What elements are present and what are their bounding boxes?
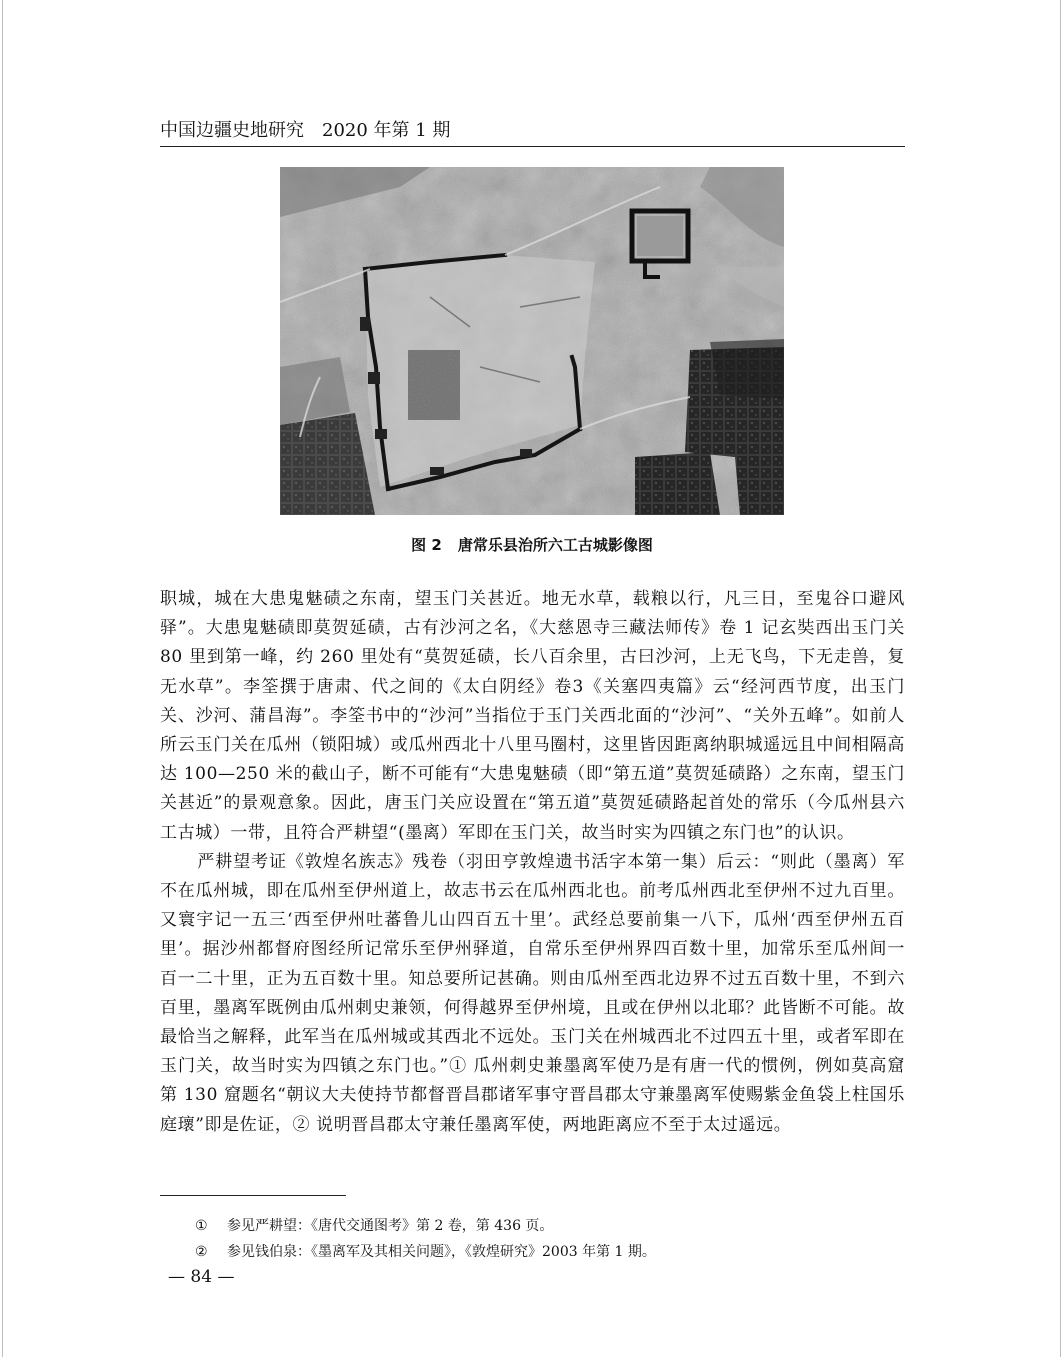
running-head: 中国边疆史地研究 2020 年第 1 期 (160, 120, 451, 141)
figure-number: 图 2 (411, 536, 442, 554)
page-number: — 84 — (168, 1267, 235, 1287)
footnotes (195, 1213, 895, 1265)
header-rule (160, 146, 905, 147)
aerial-photo (280, 167, 784, 515)
body-text (160, 585, 905, 1140)
figure-caption (280, 534, 784, 555)
footnote-mark: ② (195, 1244, 208, 1260)
footnote-text: 参见严耕望：《唐代交通图考》第 2 卷，第 436 页。 (227, 1218, 554, 1234)
page-border-left (2, 0, 3, 1357)
footnote-rule (160, 1195, 346, 1196)
paragraph-2: 严耕望考证《敦煌名族志》残卷（羽田亨敦煌遗书活字本第一集）后云：“则此（墨离）军不在瓜州城，即在瓜州至伊州道上，故志书云在瓜州西北也。前考瓜州西北至伊州不过九百里。又寰宇记一五三‘西至伊州吐蕃鲁儿山四百五十里’。武经总要前集一八下，瓜州‘西至伊州五百里’。据沙州都督府图经所记常乐至伊州驿道，自常乐至伊州界四百数十里，加常乐至瓜州间一百一二十里，正为五百数十里。知总要所记甚确。则由瓜州至西北边界不过五百数十里，不到六百里，墨离军既例由瓜州刺史兼领，何得越界至伊州境，且或在伊州以北耶？此皆断不可能。故最恰当之解释，此军当在瓜州城或其西北不远处。玉门关在州城西北不过四五十里，或者军即在玉门关，故当时实为四镇之东门也。”① 瓜州刺史兼墨离军使乃是有唐一代的惯例，例如莫高窟第 130 窟题名“朝议大夫使持节都督晋昌郡诸军事守晋昌郡太守兼墨离军使赐紫金鱼袋上柱国乐庭瓌”即是佐证，② 说明晋昌郡太守兼任墨离军使，两地距离应不至于太过遥远。 (160, 851, 905, 1135)
footnote-1 (195, 1213, 895, 1239)
paragraph-1: 职城，城在大患鬼魅碛之东南，望玉门关甚近。地无水草，载粮以行，凡三日，至鬼谷口避风驿”。大患鬼魅碛即莫贺延碛，古有沙河之名，《大慈恩寺三藏法师传》卷 1 记玄奘西出玉门关 80 里到第一峰，约 260 里处有“莫贺延碛，长八百余里，古曰沙河，上无飞鸟，下无走兽，复无水草”。李筌撰于唐肃、代之间的《太白阴经》卷3《关塞四夷篇》云“经河西节度，出玉门关、沙河、蒲昌海”。李筌书中的“沙河”当指位于玉门关西北面的“沙河”、“关外五峰”。如前人所云玉门关在瓜州（锁阳城）或瓜州西北十八里马圈村，这里皆因距离纳职城遥远且中间相隔高达 100—250 米的截山子，断不可能有“大患鬼魅碛（即“第五道”莫贺延碛路）之东南，望玉门关甚近”的景观意象。因此，唐玉门关应设置在“第五道”莫贺延碛路起首处的常乐（今瓜州县六工古城）一带，且符合严耕望“(墨离）军即在玉门关，故当时实为四镇之东门也”的认识。 (160, 589, 905, 843)
footnote-2 (195, 1239, 895, 1265)
footnote-text: 参见钱伯泉：《墨离军及其相关问题》，《敦煌研究》2003 年第 1 期。 (227, 1244, 656, 1260)
figure-title: 唐常乐县治所六工古城影像图 (457, 536, 653, 554)
page-border-right (1060, 0, 1061, 1357)
footnote-mark: ① (195, 1218, 208, 1234)
